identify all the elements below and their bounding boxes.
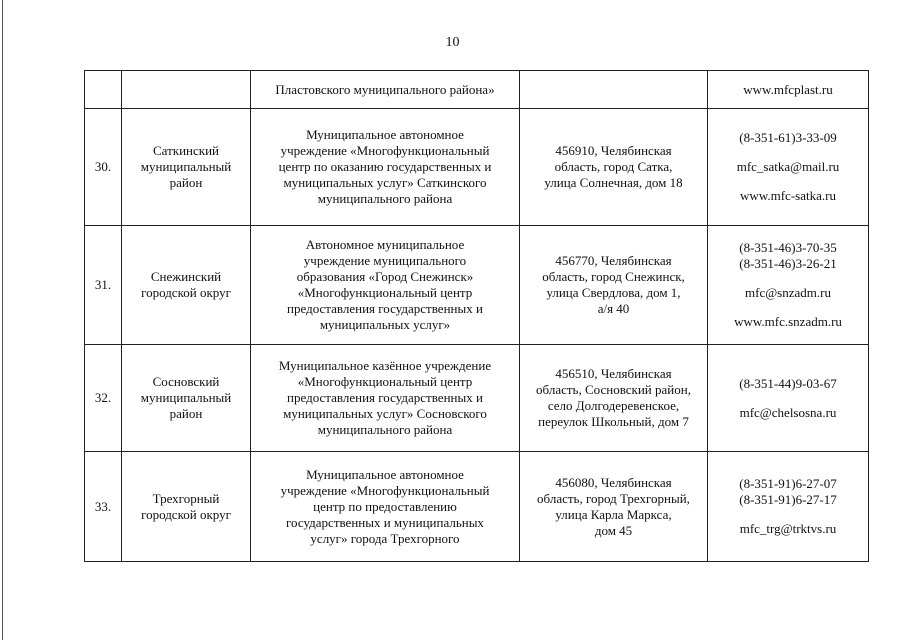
- address-line: а/я 40: [597, 301, 630, 316]
- mfc-table: [84, 70, 869, 562]
- organization-line: учреждение «Многофункциональный: [280, 143, 490, 158]
- contact-spacer: [711, 301, 865, 314]
- address-line: 456770, Челябинская: [555, 253, 672, 268]
- row-number-cell: [85, 226, 122, 345]
- organization-line: Автономное муниципальное: [305, 237, 465, 252]
- phone-number: (8-351-91)6-27-17: [739, 492, 837, 507]
- organization-line: Муниципальное автономное: [306, 466, 464, 482]
- phone-number: (8-351-44)9-03-67: [739, 375, 837, 391]
- organization-line: «Многофункциональный центр: [297, 285, 473, 300]
- organization-line: услуг» города Трехгорного: [310, 530, 460, 546]
- organization-line: образования «Город Снежинск»: [296, 269, 474, 284]
- address-line: село Долгодеревенское,: [547, 398, 680, 413]
- address-cell: [520, 452, 708, 562]
- district-line: Снежинский: [150, 269, 222, 284]
- address-cell: [520, 109, 708, 226]
- address-line: улица Солнечная, дом 18: [544, 175, 683, 190]
- email-link[interactable]: mfc_trg@trktvs.ru: [739, 521, 837, 536]
- table-row: [85, 452, 869, 562]
- contacts-cell: [708, 452, 869, 562]
- district-cell: [122, 452, 251, 562]
- address-line: область, Сосновский район,: [536, 382, 691, 397]
- continuation-row: [85, 71, 869, 109]
- row-number: 30.: [94, 159, 112, 174]
- row-number: 31.: [94, 277, 112, 292]
- organization-cell: [251, 226, 520, 345]
- district-line: муниципальный: [140, 159, 232, 174]
- organization-cell: [251, 109, 520, 226]
- organization-cell: [251, 71, 520, 109]
- organization-line: муниципальных услуг»: [319, 317, 451, 332]
- row-number-cell: [85, 71, 122, 109]
- table-row: [85, 226, 869, 345]
- district-line: Сосновский: [152, 374, 220, 389]
- organization-line: Муниципальное автономное: [306, 127, 464, 142]
- phone-number: (8-351-46)3-70-35: [739, 240, 837, 255]
- contact-spacer: [711, 146, 865, 159]
- email-link[interactable]: mfc@snzadm.ru: [745, 285, 831, 300]
- district-line: район: [169, 406, 203, 421]
- address-line: 456510, Челябинская: [555, 366, 672, 381]
- row-number-cell: [85, 452, 122, 562]
- page-number: 10: [445, 35, 460, 50]
- organization-line: Пластовского муниципального района»: [275, 81, 495, 97]
- row-number: 33.: [94, 498, 112, 514]
- organization-line: центр по предоставлению: [313, 498, 457, 514]
- contact-spacer: [711, 272, 865, 285]
- organization-line: муниципального района: [317, 422, 453, 437]
- organization-line: «Многофункциональный центр: [297, 374, 473, 389]
- district-line: район: [169, 175, 203, 190]
- address-line: 456080, Челябинская: [555, 474, 672, 490]
- address-line: улица Карла Маркса,: [555, 506, 672, 522]
- address-cell: [520, 71, 708, 109]
- row-number-cell: [85, 109, 122, 226]
- address-line: область, город Сатка,: [554, 159, 673, 174]
- email-link[interactable]: mfc_satka@mail.ru: [736, 159, 840, 174]
- address-line: 456910, Челябинская: [555, 143, 672, 158]
- email-link[interactable]: mfc@chelsosna.ru: [739, 404, 837, 420]
- organization-cell: [251, 452, 520, 562]
- organization-line: муниципальных услуг» Сосновского: [283, 406, 487, 421]
- phone-number: (8-351-61)3-33-09: [739, 130, 837, 145]
- table-row: [85, 109, 869, 226]
- organization-line: Муниципальное казённое учреждение: [278, 358, 492, 373]
- address-line: переулок Школьный, дом 7: [538, 414, 689, 429]
- organization-line: муниципальных услуг» Саткинского: [283, 175, 487, 190]
- organization-line: учреждение муниципального: [303, 253, 467, 268]
- address-cell: [520, 345, 708, 452]
- website-link[interactable]: www.mfc-satka.ru: [740, 188, 836, 203]
- address-line: дом 45: [594, 522, 633, 538]
- address-cell: [520, 226, 708, 345]
- row-number-cell: [85, 345, 122, 452]
- contacts-cell: [708, 345, 869, 452]
- address-line: область, город Трехгорный,: [537, 490, 690, 506]
- organization-line: учреждение «Многофункциональный: [280, 482, 490, 498]
- district-line: муниципальный: [140, 390, 232, 405]
- table-row: [85, 345, 869, 452]
- address-line: область, город Снежинск,: [542, 269, 685, 284]
- organization-line: предоставления государственных и: [287, 301, 483, 316]
- district-cell: [122, 109, 251, 226]
- website-link[interactable]: www.mfc.snzadm.ru: [734, 314, 842, 329]
- page-edge-line: [2, 0, 3, 640]
- district-cell: [122, 226, 251, 345]
- district-cell: [122, 71, 251, 109]
- address-line: улица Свердлова, дом 1,: [546, 285, 681, 300]
- website-link[interactable]: www.mfcplast.ru: [743, 81, 833, 97]
- organization-line: государственных и муниципальных: [286, 514, 484, 530]
- organization-line: центр по оказанию государственных и: [278, 159, 492, 174]
- district-line: городской округ: [141, 506, 231, 522]
- contacts-cell: [708, 226, 869, 345]
- contacts-cell: [708, 71, 869, 109]
- organization-line: предоставления государственных и: [287, 390, 483, 405]
- district-line: городской округ: [141, 285, 231, 300]
- district-line: Саткинский: [152, 143, 219, 158]
- contact-spacer: [711, 508, 865, 521]
- organization-cell: [251, 345, 520, 452]
- contact-spacer: [711, 392, 865, 405]
- contact-spacer: [711, 175, 865, 188]
- phone-number: (8-351-91)6-27-07: [739, 476, 837, 491]
- district-cell: [122, 345, 251, 452]
- district-line: Трехгорный: [152, 490, 220, 506]
- row-number: 32.: [94, 390, 112, 405]
- organization-line: муниципального района: [317, 191, 453, 206]
- phone-number: (8-351-46)3-26-21: [739, 256, 837, 271]
- contacts-cell: [708, 109, 869, 226]
